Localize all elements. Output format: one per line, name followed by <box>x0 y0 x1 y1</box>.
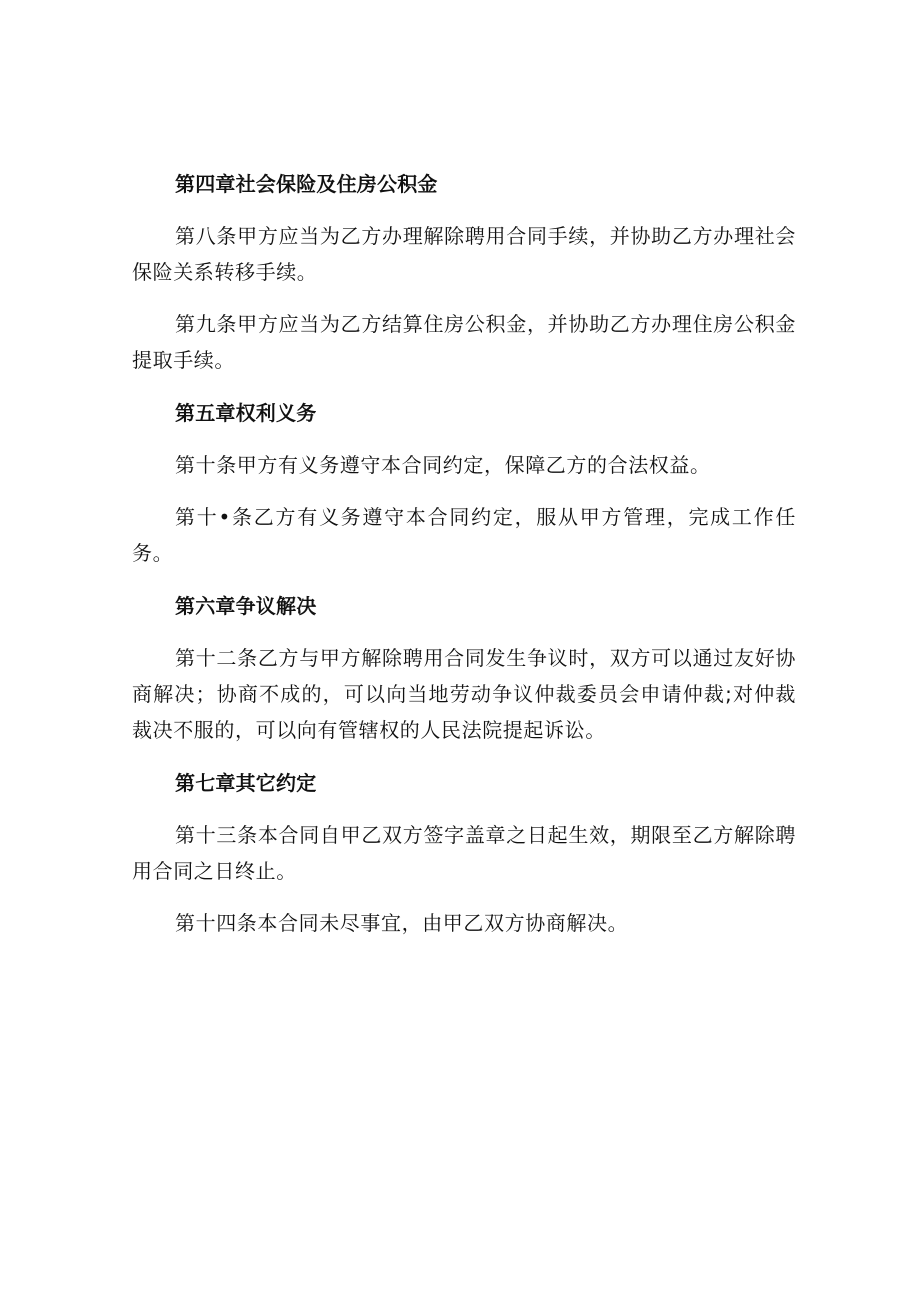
article-paragraph: 第九条甲方应当为乙方结算住房公积金，并协助乙方办理住房公积金提取手续。 <box>132 312 796 372</box>
chapter-heading: 第六章争议解决 <box>175 594 317 618</box>
article-paragraph: 第十四条本合同未尽事宜，由甲乙双方协商解决。 <box>175 911 629 935</box>
chapter-heading: 第四章社会保险及住房公积金 <box>175 172 438 196</box>
article-paragraph: 第十二条乙方与甲方解除聘用合同发生争议时，双方可以通过友好协商解决；协商不成的，可以向当地劳动争议仲裁委员会申请仲裁;对仲裁裁决不服的，可以向有管辖权的人民法院提起诉讼。 <box>132 646 796 742</box>
article-paragraph: 第十•条乙方有义务遵守本合同约定，服从甲方管理，完成工作任务。 <box>132 505 796 565</box>
article-paragraph: 第十条甲方有义务遵守本合同约定，保障乙方的合法权益。 <box>175 453 711 477</box>
article-paragraph: 第十三条本合同自甲乙双方签字盖章之日起生效，期限至乙方解除聘用合同之日终止。 <box>132 823 796 883</box>
document-body <box>132 166 796 941</box>
chapter-heading: 第五章权利义务 <box>175 401 317 425</box>
chapter-heading: 第七章其它约定 <box>175 771 317 795</box>
article-paragraph: 第八条甲方应当为乙方办理解除聘用合同手续，并协助乙方办理社会保险关系转移手续。 <box>132 224 796 284</box>
